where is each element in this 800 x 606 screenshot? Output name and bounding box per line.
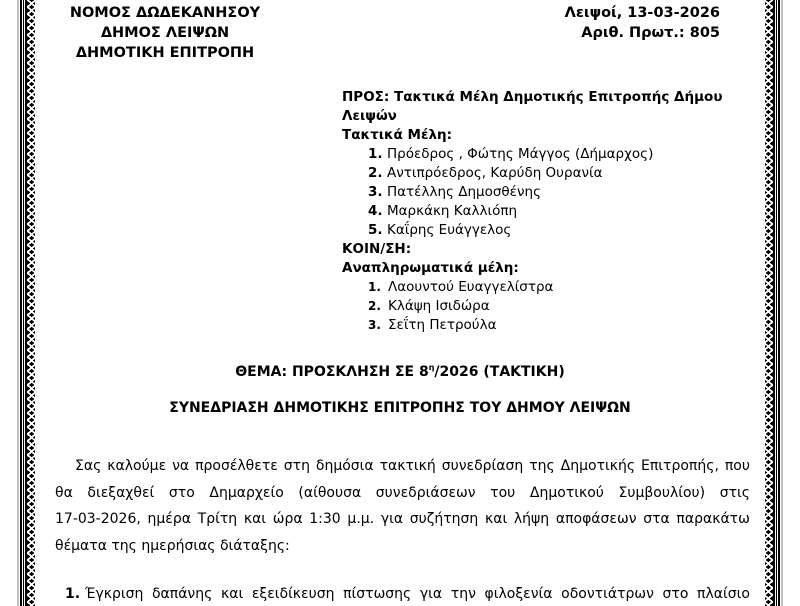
word: στις: [719, 484, 750, 501]
word: Συμβουλίου): [618, 484, 706, 501]
list-item: 4. Μαρκάκη Καλλιόπη: [368, 203, 518, 219]
word: Τρίτη: [197, 511, 238, 527]
word: Έγκριση: [85, 586, 144, 602]
word: παρακάτω: [676, 511, 750, 527]
word: θέματα της ημερήσιας διάταξης:: [55, 537, 290, 554]
word: φιλοξενία: [484, 586, 553, 602]
word: συνεδριάσεων: [375, 484, 476, 501]
word: δαπάνης: [151, 586, 213, 602]
word: συνεδρίαση: [441, 458, 524, 474]
word: του: [490, 484, 516, 501]
word: και: [484, 511, 508, 527]
word: αποφάσεων: [555, 511, 637, 527]
list-item: 1. Λαουντού Ευαγγελίστρα: [368, 279, 554, 295]
word: προσέλθετε: [195, 458, 278, 474]
regular-members-list: [342, 145, 742, 240]
subject-subtitle: ΣΥΝΕΔΡΙΑΣΗ ΔΗΜΟΤΙΚΗΣ ΕΠΙΤΡΟΠΗΣ ΤΟΥ ΔΗΜΟΥ ΛΕΙΨΩΝ: [169, 400, 631, 416]
word: τακτική: [379, 458, 436, 474]
word: στη: [283, 458, 310, 474]
word: την: [450, 586, 476, 602]
word: για: [419, 586, 443, 602]
word: λήψη: [513, 511, 550, 527]
place-date: Λειψοί, 13-03-2026: [564, 5, 720, 21]
list-item: 1. Πρόεδρος , Φώτης Μάγγος (Δήμαρχος): [368, 146, 654, 162]
word: και: [243, 511, 267, 527]
paragraph-line: [55, 453, 750, 480]
word: θα: [55, 484, 73, 501]
prefecture-name: ΝΟΜΟΣ ΔΩΔΕΚΑΝΗΣΟΥ: [69, 5, 261, 21]
issuer-block: [50, 3, 280, 63]
committee-name: ΔΗΜΟΤΙΚΗ ΕΠΙΤΡΟΠΗ: [75, 45, 255, 61]
invitation-paragraph: [55, 453, 750, 559]
word: πίστωσης: [343, 586, 412, 602]
agenda-item-text: [85, 582, 750, 606]
word: 1:30: [309, 511, 341, 527]
paragraph-line: [55, 533, 750, 560]
date-protocol-block: [565, 3, 720, 43]
word: οδοντιάτρων: [561, 586, 654, 602]
word: που: [724, 458, 750, 474]
word: Δημοτικής: [560, 458, 636, 474]
word: εξειδίκευση: [251, 586, 335, 602]
border-zigzag: [27, 0, 35, 606]
word: ημέρα: [147, 511, 191, 527]
alternate-members-list: [342, 278, 742, 335]
page-border-right: [765, 0, 783, 606]
word: μ.μ.: [347, 511, 375, 527]
subject-title: ΘΕΜΑ: ΠΡΟΣΚΛΗΣΗ ΣΕ $8^\eta/2026$ (ΤΑΚΤΙΚΗ): [235, 363, 565, 380]
border-zigzag: [765, 0, 773, 606]
word: διεξαχθεί: [87, 484, 155, 501]
alternate-members-label: Αναπληρωματικά μέλη:: [342, 260, 519, 276]
word: καλούμε: [107, 458, 167, 474]
agenda-item: 1. Έγκριση δαπάνης και εξειδίκευση πίστωσης για την φιλοξενία οδοντιάτρων στο πλαίσιο: [65, 582, 750, 606]
paragraph-line: [55, 506, 750, 533]
municipality-name: ΔΗΜΟΣ ΛΕΙΨΩΝ: [100, 25, 230, 41]
word: να: [172, 458, 190, 474]
word: 17-03-2026,: [55, 511, 141, 527]
list-item: 3. Σεΐτη Πετρούλα: [368, 317, 497, 333]
list-item: 3. Πατέλλης Δημοσθένης: [368, 184, 541, 200]
agenda-list: [65, 582, 750, 606]
word: στα: [643, 511, 670, 527]
word: στο: [168, 484, 195, 501]
word: και: [220, 586, 244, 602]
regular-members-label: Τακτικά Μέλη:: [342, 127, 453, 143]
word: στο: [662, 586, 689, 602]
page-border-left: [17, 0, 35, 606]
word: ώρα: [272, 511, 303, 527]
word: Σας: [75, 458, 102, 474]
word: Επιτροπής,: [641, 458, 719, 474]
word: της: [529, 458, 555, 474]
paragraph-line: [55, 480, 750, 507]
word: συζήτηση: [409, 511, 479, 527]
cc-label: ΚΟΙΝ/ΣΗ:: [342, 241, 412, 257]
word: πλαίσιο: [697, 586, 750, 602]
to-line: ΠΡΟΣ: Τακτικά Μέλη Δημοτικής Επιτροπής Δήμου Λειψών: [342, 89, 723, 124]
border-stripes: [773, 0, 783, 606]
word: Δημοτικού: [529, 484, 604, 501]
list-item: 2. Κλάψη Ισιδώρα: [368, 298, 490, 314]
list-item: 5. Καΐρης Ευάγγελος: [368, 222, 512, 238]
word: Δημαρχείο: [209, 484, 284, 501]
list-item: 2. Αντιπρόεδρος, Καρύδη Ουρανία: [368, 165, 603, 181]
word: δημόσια: [315, 458, 374, 474]
recipients-block: [342, 88, 742, 335]
word: για: [380, 511, 404, 527]
word: (αίθουσα: [298, 484, 362, 501]
protocol-number: Αριθ. Πρωτ.: 805: [581, 25, 720, 41]
border-stripes: [17, 0, 27, 606]
